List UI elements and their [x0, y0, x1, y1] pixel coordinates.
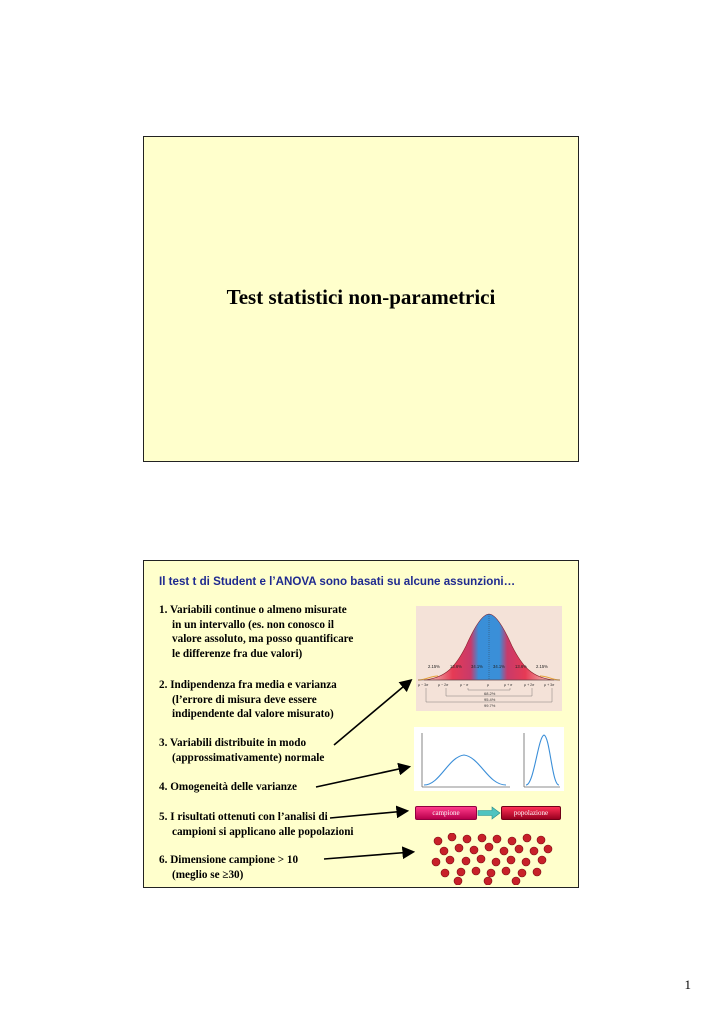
pct-label: 13.6% [515, 664, 527, 669]
arrow-item5-to-sample [330, 811, 406, 818]
slide-assumptions [143, 560, 579, 888]
item-number: 4. [159, 781, 168, 793]
item-text: (meglio se ≥30) [172, 868, 244, 881]
item-number: 6. [159, 854, 168, 866]
item-text: Omogeneità delle varianze [170, 781, 297, 793]
pct-label: 34.1% [493, 664, 505, 669]
item-number: 2. [159, 679, 168, 691]
arrow-item4-to-curves [316, 767, 408, 787]
sigma-label: μ [487, 683, 490, 687]
item-text: campioni si applicano alle popolazioni [172, 825, 354, 838]
interval-label: 95.4% [484, 697, 496, 702]
item-text: (l’errore di misura deve essere [172, 693, 317, 706]
item-text: Indipendenza fra media e varianza [170, 679, 337, 691]
item-text: le differenze fra due valori) [172, 647, 303, 660]
pct-label: 2.15% [428, 664, 440, 669]
item-text: valore assoluto, ma posso quantificare [172, 633, 354, 645]
item-text: (approssimativamente) normale [172, 751, 325, 764]
item-number: 3. [159, 737, 168, 749]
pct-label: 13.6% [450, 664, 462, 669]
sample-box: campione [415, 806, 477, 820]
interval-label: 68.2% [484, 691, 496, 696]
sigma-label: μ + 3σ [544, 683, 555, 687]
item-text: I risultati ottenuti con l’analisi di [170, 811, 328, 823]
connector-arrows [144, 561, 580, 889]
item-text: indipendente dal valore misurato) [172, 708, 334, 720]
interval-label: 99.7% [484, 703, 496, 708]
page-number: 1 [684, 977, 691, 992]
item-text: Variabili distribuite in modo [170, 737, 307, 749]
slide-heading: Il test t di Student e l’ANOVA sono basati su alcune assunzioni… [159, 575, 516, 588]
item-number: 5. [159, 811, 168, 823]
sigma-label: μ − 3σ [418, 683, 429, 687]
sigma-label: μ + σ [504, 683, 513, 687]
arrow-item6-to-dots [324, 852, 412, 859]
item-text: in un intervallo (es. non conosco il [172, 618, 334, 631]
sigma-label: μ + 2σ [524, 683, 535, 687]
population-box: popolazione [501, 806, 561, 820]
item-text: Variabili continue o almeno misurate [170, 604, 347, 616]
sigma-label: μ − σ [460, 683, 469, 687]
item-text: Dimensione campione > 10 [170, 854, 299, 866]
slide-title-text: Test statistici non-parametrici [226, 285, 496, 309]
sigma-label: μ − 2σ [438, 683, 449, 687]
arrow-item3-to-bell [334, 681, 410, 745]
pct-label: 2.15% [536, 664, 548, 669]
pct-label: 34.1% [471, 664, 483, 669]
item-number: 1. [159, 604, 168, 616]
slide-title [143, 136, 579, 462]
